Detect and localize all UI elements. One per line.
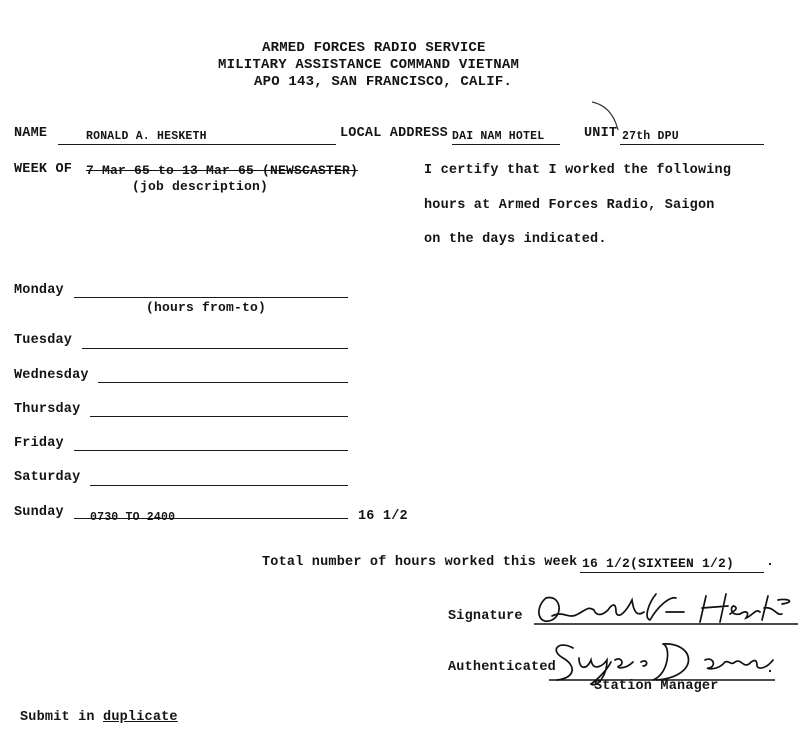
- submit-emphasis: duplicate: [103, 710, 178, 725]
- header-line-1: ARMED FORCES RADIO SERVICE: [262, 40, 486, 56]
- day-line-tuesday: [82, 348, 348, 349]
- certification-line-1: I certify that I worked the following: [424, 163, 732, 178]
- local-address-label: LOCAL ADDRESS: [340, 126, 448, 141]
- day-line-monday: [74, 297, 348, 298]
- unit-value[interactable]: 27th DPU: [622, 130, 679, 143]
- name-label: NAME: [14, 126, 48, 141]
- day-line-friday: [74, 450, 348, 451]
- signature-label: Signature: [448, 609, 523, 624]
- submit-instruction: [20, 710, 178, 726]
- name-underline: [58, 144, 336, 145]
- name-value[interactable]: RONALD A. HESKETH: [86, 130, 207, 143]
- day-label-sunday: Sunday: [14, 505, 64, 520]
- job-description-caption: (job description): [132, 179, 269, 194]
- total-hours-underline: [580, 572, 764, 573]
- day-label-tuesday: Tuesday: [14, 333, 73, 348]
- unit-underline: [620, 144, 764, 145]
- unit-label: UNIT: [584, 126, 618, 141]
- authenticated-end-mark: .: [766, 662, 775, 677]
- header-line-3: APO 143, SAN FRANCISCO, CALIF.: [254, 74, 513, 90]
- day-line-wednesday: [98, 382, 348, 383]
- day-line-saturday: [90, 485, 348, 486]
- certification-line-2: hours at Armed Forces Radio, Saigon: [424, 198, 715, 213]
- authenticated-label: Authenticated: [448, 660, 556, 675]
- local-address-value[interactable]: DAI NAM HOTEL: [452, 130, 545, 143]
- week-of-value[interactable]: 7 Mar 65 to 13 Mar 65 (NEWSCASTER): [86, 163, 359, 178]
- certification-line-3: on the days indicated.: [424, 232, 607, 247]
- signature-handwriting: [530, 586, 800, 630]
- day-hours-sunday[interactable]: 0730 TO 2400: [90, 511, 176, 524]
- local-address-underline: [452, 144, 560, 145]
- day-label-thursday: Thursday: [14, 402, 81, 417]
- hours-caption: (hours from-to): [146, 300, 267, 315]
- submit-prefix: Submit in: [20, 710, 104, 725]
- day-label-saturday: Saturday: [14, 470, 81, 485]
- header-line-2: MILITARY ASSISTANCE COMMAND VIETNAM: [218, 57, 520, 73]
- day-label-monday: Monday: [14, 283, 64, 298]
- week-of-label: WEEK OF: [14, 162, 73, 177]
- day-line-thursday: [90, 416, 348, 417]
- day-label-wednesday: Wednesday: [14, 368, 89, 383]
- day-label-friday: Friday: [14, 436, 64, 451]
- total-hours-label: Total number of hours worked this week: [262, 555, 578, 570]
- station-manager-caption: Station Manager: [594, 679, 719, 694]
- total-hours-value[interactable]: 16 1/2(SIXTEEN 1/2): [582, 556, 735, 571]
- total-end-mark: .: [766, 555, 775, 570]
- day-total-sunday: 16 1/2: [358, 509, 408, 524]
